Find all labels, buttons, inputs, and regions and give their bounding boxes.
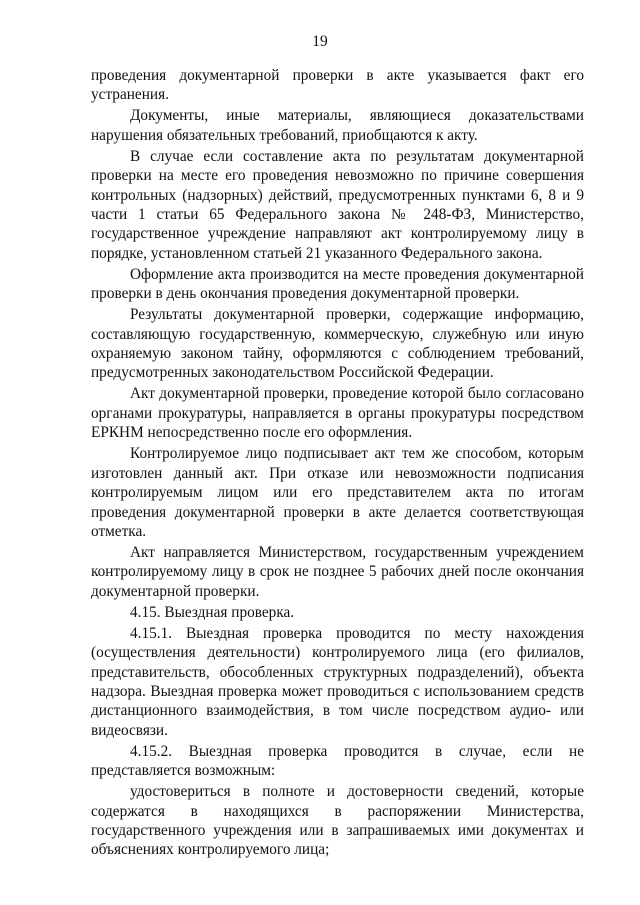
page-body [91,66,584,861]
paragraph-act-execution: Оформление акта производится на месте проведения документарной проверки в день окончания проведения документарной проверки. [91,265,584,303]
paragraph-prosecutor-act: Акт документарной проверки, проведение которой было согласовано органами прокуратуры, направляется в органы прокуратуры посредством ЕРКНМ непосредственно после его оформления. [91,385,584,442]
paragraph-4-15-1: 4.15.1. Выездная проверка проводится по месту нахождения (осуществления деятельности) контролируемого лица (его филиалов, представительств, обособленных структурных подразделений), объекта надзора. Выездная проверка может проводиться с использованием средств дистанционного взаимодействия, в том числе посредством аудио- или видеосвязи. [91,624,584,739]
paragraph-act-sending: Акт направляется Министерством, государственным учреждением контролируемому лицу в срок не позднее 5 рабочих дней после окончания документарной проверки. [91,543,584,600]
paragraph-verify-completeness: удостовериться в полноте и достоверности сведений, которые содержатся в находящихся в распоряжении Министерства, государственного учреждения или в запрашиваемых ими документах и объяснениях контролируемого лица; [91,783,584,859]
paragraph-evidence-documents: Документы, иные материалы, являющиеся доказательствами нарушения обязательных требований, приобщаются к акту. [91,107,584,144]
page-number: 19 [312,33,328,50]
paragraph-signing: Контролируемое лицо подписывает акт тем же способом, которым изготовлен данный акт. При отказе или невозможности подписания контролируемым лицом или его представителем акта по итогам проведения документарной проверки в акте делается соответствующая отметка. [91,445,584,540]
section-heading-4-15: 4.15. Выездная проверка. [130,603,295,621]
paragraph-continuation: проведения документарной проверки в акте указывается факт его устранения. [91,67,584,104]
paragraph-4-15-2: 4.15.2. Выездная проверка проводится в случае, если не представляется возможным: [91,742,584,780]
paragraph-act-impossible-on-site: В случае если составление акта по результатам документарной проверки на месте его проведения невозможно по причине совершения контрольных (надзорных) действий, предусмотренных пунктами 6, 8 и 9 части 1 статьи 65 Федерального закона № 248-ФЗ, Министерство, государственное учреждение направляют акт контролируемому лицу в порядке, установленном статьей 21 указанного Федерального закона. [91,147,584,262]
paragraph-secret-results: Результаты документарной проверки, содержащие информацию, составляющую государственную, коммерческую, служебную или иную охраняемую законом тайну, оформляются с соблюдением требований, предусмотренных законодательством Российской Федерации. [91,306,584,382]
